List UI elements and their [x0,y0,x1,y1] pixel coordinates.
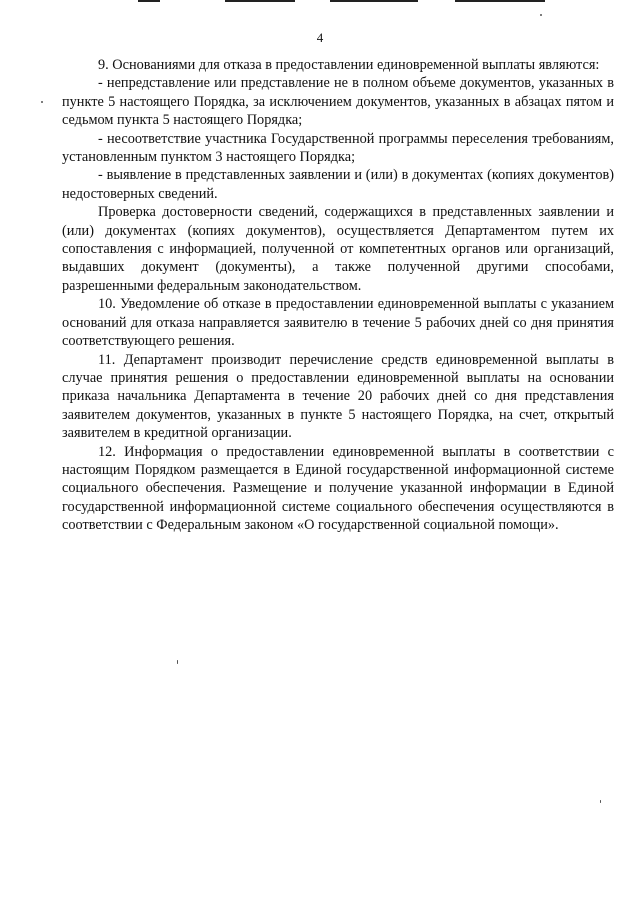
page-number: 4 [316,30,324,45]
scan-speck [177,660,178,664]
paragraph-9-item-3: - выявление в представленных заявлении и (или) в документах (копиях документов) недостоверных сведений. [62,167,614,202]
top-edge-rule [330,0,418,2]
paragraph-9-item-2: - несоответствие участника Государственной программы переселения требованиям, установленным пунктом 3 настоящего Порядка; [62,130,614,166]
paragraph-9-heading: 9. Основаниями для отказа в предоставлении единовременной выплаты являются: [98,57,600,73]
paragraph-9-item-1: - непредставление или представление не в полном объеме документов, указанных в пункте 5 настоящего Порядка, за исключением документов, указанных в абзацах пятом и седьмом пункта 5 настоящего Порядка; [62,75,614,129]
scan-speck [41,101,43,103]
top-edge-rule [225,0,295,2]
paragraph-verification: Проверка достоверности сведений, содержащихся в представленных заявлении и (или) документах (копиях документов), осуществляется Департаментом путем их сопоставления с информацией, полученной от компетентных органов или организаций, выдавших документ (документы), а также полученной другими способами, разрешенными федеральным законодательством. [62,204,614,294]
top-edge-rule [455,0,545,2]
document-body [62,56,614,535]
scan-speck [600,800,601,803]
top-edge-rule [138,0,160,2]
paragraph-12: 12. Информация о предоставлении единовременной выплаты в соответствии с настоящим Порядком размещается в Единой государственной информационной системе социального обеспечения. Размещение и получение указанной информации в Единой государственной информационной системе социального обеспечения осуществляются в соответствии с Федеральным законом «О государственной социальной помощи». [62,443,614,534]
scan-speck [540,14,542,16]
paragraph-10: 10. Уведомление об отказе в предоставлении единовременной выплаты с указанием оснований для отказа направляется заявителю в течение 5 рабочих дней со дня принятия соответствующего решения. [62,296,614,350]
paragraph-11: 11. Департамент производит перечисление средств единовременной выплаты в случае принятия решения о предоставлении единовременной выплаты на основании приказа начальника Департамента в течение 20 рабочих дней со дня представления заявителем документов, указанных в пункте 5 настоящего Порядка, на счет, открытый заявителем в кредитной организации. [62,351,614,442]
